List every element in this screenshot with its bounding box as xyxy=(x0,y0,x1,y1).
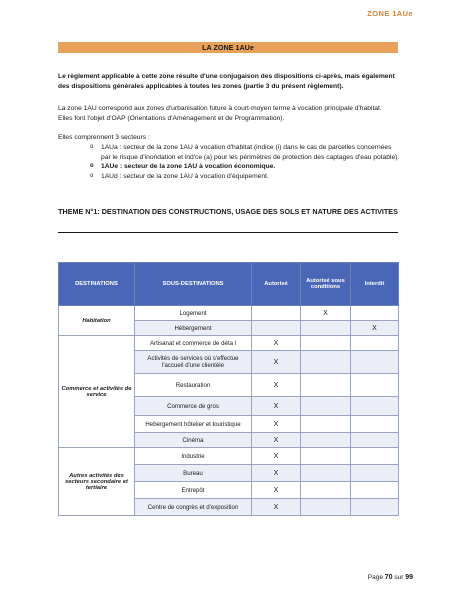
cell-autorise xyxy=(252,321,301,336)
cell-autorise: X xyxy=(252,482,301,499)
sector-item-1aue: o 1AUe : secteur de la zone 1AU à vocation économique. xyxy=(90,162,400,172)
cell-conditions xyxy=(301,397,351,416)
cell-interdit: X xyxy=(351,321,399,336)
group-commerce: Commerce et activités de service xyxy=(59,336,135,448)
row-label: Cinéma xyxy=(135,433,252,448)
zone-description: La zone 1AU correspond aux zones d'urbanisation future à court-moyen terme à vocation principale d'habitat. Elles font l'objet d'OAP (Orientations d'Aménagement et de Programmation). xyxy=(58,105,382,122)
page-footer xyxy=(368,574,413,581)
group-habitation: Habitation xyxy=(59,306,135,336)
cell-autorise: X xyxy=(252,448,301,465)
row-label: Hébergement xyxy=(135,321,252,336)
cell-conditions xyxy=(301,465,351,482)
cell-conditions xyxy=(301,499,351,516)
theme-heading: THEME N°1: DESTINATION DES CONSTRUCTIONS, USAGE DES SOLS ET NATURE DES ACTIVITES xyxy=(58,207,398,216)
intro-paragraph: Le règlement applicable à cette zone résulte d'une conjugaison des dispositions ci-après, mais également des dispositions générales applicables à toutes les zones (partie 3 du présent règlement). xyxy=(58,73,395,90)
row-label: Bureau xyxy=(135,465,252,482)
header-interdit: Interdit xyxy=(351,263,399,306)
cell-interdit xyxy=(351,397,399,416)
cell-interdit xyxy=(351,306,399,321)
zone-header-tag: ZONE 1AUe xyxy=(367,9,413,18)
cell-conditions xyxy=(301,482,351,499)
header-autorise: Autorisé xyxy=(252,263,301,306)
footer-prefix: Page xyxy=(367,574,385,581)
cell-autorise: X xyxy=(252,351,301,374)
sector-item-1auа: o 1AUa : secteur de la zone 1AU à vocation d'habitat (indice (i) dans le cas de parcelles concernées par le risque d'inondation et ind'ce (a) pour les périmètres de protection des captages d'eau potable). xyxy=(90,143,400,162)
footer-page-number: 70 xyxy=(384,574,393,581)
row-label: Hebergement hôtelier et touristique xyxy=(135,416,252,433)
cell-interdit xyxy=(351,433,399,448)
cell-interdit xyxy=(351,374,399,397)
cell-conditions xyxy=(301,374,351,397)
cell-autorise: X xyxy=(252,416,301,433)
cell-conditions xyxy=(301,351,351,374)
sector-item-1aud: o 1AUd : secteur de la zone 1AU à vocation d'équipement. xyxy=(90,172,400,182)
row-label: Entrepôt xyxy=(135,482,252,499)
destinations-table xyxy=(58,262,399,516)
cell-conditions xyxy=(301,433,351,448)
sectors-list xyxy=(90,143,400,181)
cell-conditions: X xyxy=(301,306,351,321)
cell-autorise: X xyxy=(252,465,301,482)
row-label: Logement xyxy=(135,306,252,321)
row-label: Activités de services où s'effectue l'accueil d'une clientèle xyxy=(135,351,252,374)
cell-interdit xyxy=(351,336,399,351)
header-sous-destinations: SOUS-DESTINATIONS xyxy=(135,263,252,306)
cell-conditions xyxy=(301,416,351,433)
row-label: Artisanat et commerce de déta l xyxy=(135,336,252,351)
cell-autorise: X xyxy=(252,433,301,448)
header-autorise-sous-conditions: Autorisé sous conditions xyxy=(301,263,351,306)
table-row xyxy=(59,306,399,321)
cell-autorise: X xyxy=(252,499,301,516)
cell-interdit xyxy=(351,499,399,516)
table-row xyxy=(59,336,399,351)
table-header-row xyxy=(59,263,399,306)
footer-total-pages: 99 xyxy=(405,574,413,581)
cell-interdit xyxy=(351,482,399,499)
header-destinations: DESTINATIONS xyxy=(59,263,135,306)
sectors-intro: Elles comprennent 3 secteurs : xyxy=(58,134,150,141)
cell-autorise xyxy=(252,306,301,321)
zone-title: LA ZONE 1AUe xyxy=(58,42,398,53)
cell-interdit xyxy=(351,465,399,482)
cell-autorise: X xyxy=(252,397,301,416)
table-row xyxy=(59,448,399,465)
cell-conditions xyxy=(301,448,351,465)
cell-interdit xyxy=(351,351,399,374)
cell-conditions xyxy=(301,336,351,351)
row-label: Restauration xyxy=(135,374,252,397)
footer-mid: sur xyxy=(392,574,406,581)
cell-interdit xyxy=(351,416,399,433)
row-label: Centre de congrès et d'exposition xyxy=(135,499,252,516)
row-label: Industrie xyxy=(135,448,252,465)
cell-interdit xyxy=(351,448,399,465)
cell-autorise: X xyxy=(252,374,301,397)
theme-divider xyxy=(58,232,398,233)
cell-autorise: X xyxy=(252,336,301,351)
group-autres-activites: Autres activités des secteurs secondaire et tertiaire xyxy=(59,448,135,516)
row-label: Commerce de gros xyxy=(135,397,252,416)
cell-conditions xyxy=(301,321,351,336)
